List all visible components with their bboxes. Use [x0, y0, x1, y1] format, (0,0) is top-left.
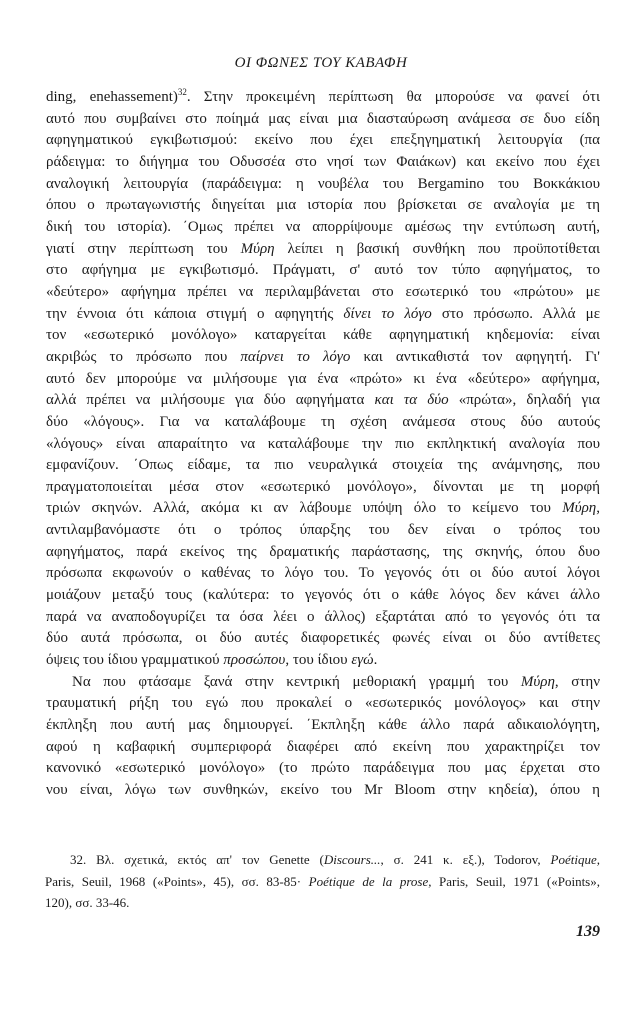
text-segment: την έννοια ότι κάποια στιγμή ο αφηγητής: [46, 305, 344, 322]
text-segment: αφηγηματικού εγκιβωτισμού: εκείνο που έχει επεξηγηματική λειτουργία (πα: [46, 132, 600, 149]
text-line: [46, 369, 600, 391]
text-line: [46, 477, 600, 499]
text-line: [46, 412, 600, 434]
text-segment: «δεύτερο» αφήγημα πρέπει να περιλαμβάνεται στο εσωτερικό του «πρώτου» με: [46, 283, 600, 300]
text-segment: , σ. 241 κ. εξ.), Todorov,: [380, 852, 551, 867]
text-segment: τριών σκηνών. Αλλά, ακόμα κι αν λάβουμε υπόψη όλο το κείμενο του: [46, 500, 563, 517]
text-segment: έκπληξη που αυτή μας δημιουργεί. ΄Εκπληξη κάθε άλλο παρά αδικαιολόγητη,: [46, 717, 600, 734]
italic-text: Μύρη: [562, 500, 597, 517]
text-segment: αφού η καβαφική συμπεριφορά διαφέρει από εκείνη που χαρακτηρίζει τον: [46, 738, 600, 755]
text-segment: αυτό δεν μπορούμε να μιλήσουμε για ένα «πρώτο» κι ένα «δεύτερο» αφήγημα,: [46, 370, 600, 387]
text-segment: κανονικό «εσωτερικό μονόλογο» (το πρώτο παράδειγμα που μας έρχεται στο: [46, 760, 600, 777]
text-segment: αναλογική λειτουργία (παράδειγμα: η νουβέλα του Bergamino του Βοκκάκιου: [46, 175, 600, 192]
text-segment: , του ίδιου: [285, 652, 352, 669]
text-segment: ,: [596, 500, 600, 517]
text-segment: αλλά πρέπει να μιλήσουμε για δύο αφηγήματα: [46, 392, 375, 409]
italic-text: δίνει το λόγο: [343, 305, 432, 322]
text-segment: ακριβώς το πρόσωπο που: [46, 348, 241, 365]
text-segment: ράδειγμα: το διήγημα του Οδυσσέα στο νησί των Φαιάκων) και εκείνο που έχει: [46, 153, 600, 170]
text-line: [46, 585, 600, 607]
text-segment: γιατί στην περίπτωση του: [46, 240, 241, 257]
footnote-reference: 32: [177, 87, 187, 97]
italic-text: εγώ: [351, 652, 374, 669]
body-text: [46, 87, 600, 802]
text-line: [45, 871, 600, 893]
text-segment: . Στην προκειμένη περίπτωση θα μπορούσε να φανεί ότι: [186, 89, 600, 105]
text-segment: όψεις του ίδιου γραμματικού: [46, 652, 224, 669]
italic-text: Discours...: [323, 852, 381, 867]
text-line: [46, 715, 600, 737]
italic-text: παίρνει το λόγο: [240, 348, 351, 365]
text-line: [46, 304, 600, 326]
text-segment: αφηγήματος, παρά εκείνος της δραματικής παράστασης, της σκηνής, όπου δυο: [46, 543, 600, 560]
text-segment: δύο αυτά πρόσωπα, οι δύο αυτές διαφορετικές φωνές είναι οι δύο αντίθετες: [46, 630, 600, 647]
text-line: [46, 434, 600, 456]
text-segment: «λόγους» είναι απαραίτητο να καταλάβουμε την πιο εκπληκτική αναλογία που: [46, 435, 600, 452]
text-segment: δική του ιστορία). ΄Ομως πρέπει να απορρίψουμε αμέσως την εντύπωση αυτή,: [46, 218, 600, 235]
text-segment: τραυματική ρήξη του εγώ που προκαλεί ο «εσωτερικός μονόλογος» και στην: [46, 695, 600, 712]
text-line: [46, 325, 600, 347]
text-line: [46, 239, 600, 261]
italic-text: προσώπου: [223, 652, 286, 669]
text-line: [46, 455, 600, 477]
text-line: [46, 217, 600, 239]
text-line: [46, 758, 600, 780]
italic-text: και τα δύο: [374, 392, 449, 409]
text-line: [46, 498, 600, 520]
text-line: [46, 130, 600, 152]
text-line: [46, 195, 600, 217]
text-line: [46, 520, 600, 542]
text-line: [46, 282, 600, 304]
text-segment: λείπει η βασική συνθήκη που προϋποτίθεται: [274, 240, 600, 257]
text-segment: «πρώτα», δηλαδή για: [448, 392, 600, 409]
italic-text: Poétique de la prose,: [308, 873, 432, 889]
italic-text: Μύρη: [520, 673, 555, 690]
text-line: [46, 650, 600, 672]
text-line: [46, 607, 600, 629]
text-segment: στο πρόσωπο. Αλλά με: [431, 305, 600, 322]
text-line: [46, 260, 600, 282]
text-segment: αντιλαμβανόμαστε ότι ο τρόπος ύπαρξης του δεν είναι ο τρόπος του: [46, 522, 600, 539]
footnote: [45, 849, 600, 914]
text-segment: παρά να αναποδογυρίζει τα όσα λέει ο άλλος) εξαρτάται από το γεγονός ότι τα: [46, 608, 600, 625]
text-line: [45, 892, 600, 914]
text-line: [46, 390, 600, 412]
text-segment: δύο «λόγους». Για να καταλάβουμε τη σχέση ανάμεσα στους δύο αυτούς: [46, 413, 600, 430]
text-segment: 32. Βλ. σχετικά, εκτός απ' τον Genette (: [70, 852, 324, 867]
text-line: [46, 152, 600, 174]
text-segment: Paris, Seuil, 1971 («Points»,: [431, 873, 600, 889]
running-header: ΟΙ ΦΩΝΕΣ ΤΟΥ ΚΑΒΑΦΗ: [234, 55, 408, 71]
text-segment: και αντικαθιστά τον αφηγητή. Γι': [350, 348, 600, 365]
page-number: 139: [576, 923, 600, 940]
italic-text: Μύρη: [240, 240, 275, 257]
text-segment: νου είναι, λόγω των συνθηκών, εκείνο του Mr Bloom στην κηδεία), όπου η: [46, 782, 600, 798]
text-line: [46, 347, 600, 369]
text-segment: στο αφήγημα με εγκιβωτισμό. Πράγματι, σ' αυτό τον τύπο αφηγήματος, το: [46, 262, 600, 279]
text-segment: .: [373, 652, 378, 669]
text-segment: πραγματοποιείται μέσα στον «εσωτερικό μονόλογο», δίνονται με τη μορφή: [46, 478, 600, 495]
text-segment: Paris, Seuil, 1968 («Points», 45), σσ. 83-85·: [45, 873, 309, 889]
text-segment: 120), σσ. 33-46.: [45, 895, 130, 910]
text-segment: αυτό που συμβαίνει στο ποίημά μας είναι μια διασταύρωση ανάμεσα σε δυο είδη: [46, 110, 600, 127]
text-line: [46, 693, 600, 715]
text-line: [46, 737, 600, 759]
text-line: [46, 628, 600, 650]
text-line: [45, 849, 600, 871]
text-line: [46, 87, 600, 109]
text-segment: όπου ο πρωταγωνιστής διηγείται μια ιστορία που βρίσκεται σε αναλογία με τη: [46, 197, 600, 214]
text-line: [46, 563, 600, 585]
text-segment: πρόσωπα εκφωνούν ο καθένας το λόγο του. Το γεγονός ότι οι δύο αυτοί λόγοι: [46, 565, 600, 582]
text-line: [46, 542, 600, 564]
italic-text: Poétique,: [550, 852, 600, 867]
text-segment: μοιάζουν μεταξύ τους (καλύτερα: το γεγονός ότι ο κάθε λόγος δεν κάνει άλλο: [46, 587, 600, 604]
text-line: [46, 109, 600, 131]
text-line: [46, 780, 600, 802]
text-segment: ding, enehassement): [46, 89, 178, 105]
text-segment: εμφανίζουν. ΄Οπως είδαμε, τα πιο νευραλγικά στοιχεία της ανάμνησης, που: [46, 457, 600, 474]
text-line: [46, 174, 600, 196]
text-segment: τον «εσωτερικό μονόλογο» καταργείται κάθε αφηγηματική κηδεμονία: είναι: [46, 327, 600, 344]
text-segment: Να που φτάσαμε ξανά στην κεντρική μεθοριακή γραμμή του: [72, 673, 521, 690]
text-line: [46, 672, 600, 694]
text-segment: , στην: [554, 673, 600, 690]
